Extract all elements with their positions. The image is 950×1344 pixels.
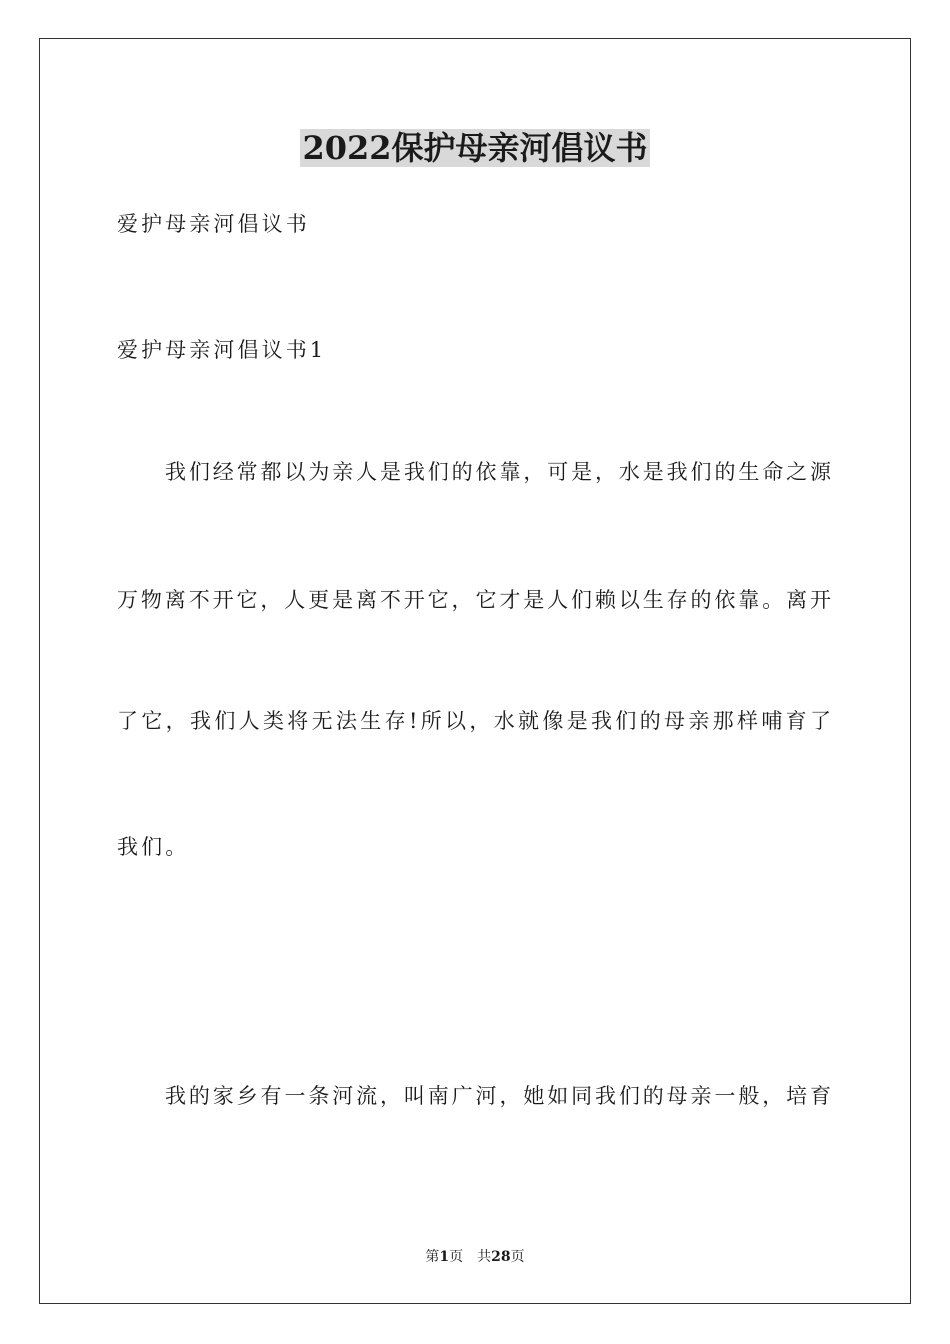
paragraph-line: 我的家乡有一条河流，叫南广河，她如同我们的母亲一般，培育	[165, 1084, 831, 1108]
title-text: 2022保护母亲河倡议书	[302, 129, 648, 167]
footer-suffix: 页	[510, 1249, 525, 1265]
paragraph-line: 万物离不开它，人更是离不开它，它才是人们赖以生存的依靠。离开	[117, 588, 831, 612]
footer-current-page: 1	[439, 1249, 450, 1265]
subtitle: 爱护母亲河倡议书	[117, 212, 310, 236]
paragraph-line: 我们。	[117, 835, 190, 859]
footer-prefix: 第	[425, 1249, 440, 1265]
footer-total-pages: 28	[491, 1249, 511, 1265]
section-heading: 爱护母亲河倡议书1	[117, 338, 327, 362]
page-footer	[0, 1247, 950, 1267]
paragraph-line: 了它，我们人类将无法生存!所以，水就像是我们的母亲那样哺育了	[117, 709, 831, 733]
footer-mid: 页 共	[449, 1249, 492, 1265]
paragraph-line: 我们经常都以为亲人是我们的依靠，可是，水是我们的生命之源	[165, 460, 831, 484]
document-title	[0, 126, 950, 170]
